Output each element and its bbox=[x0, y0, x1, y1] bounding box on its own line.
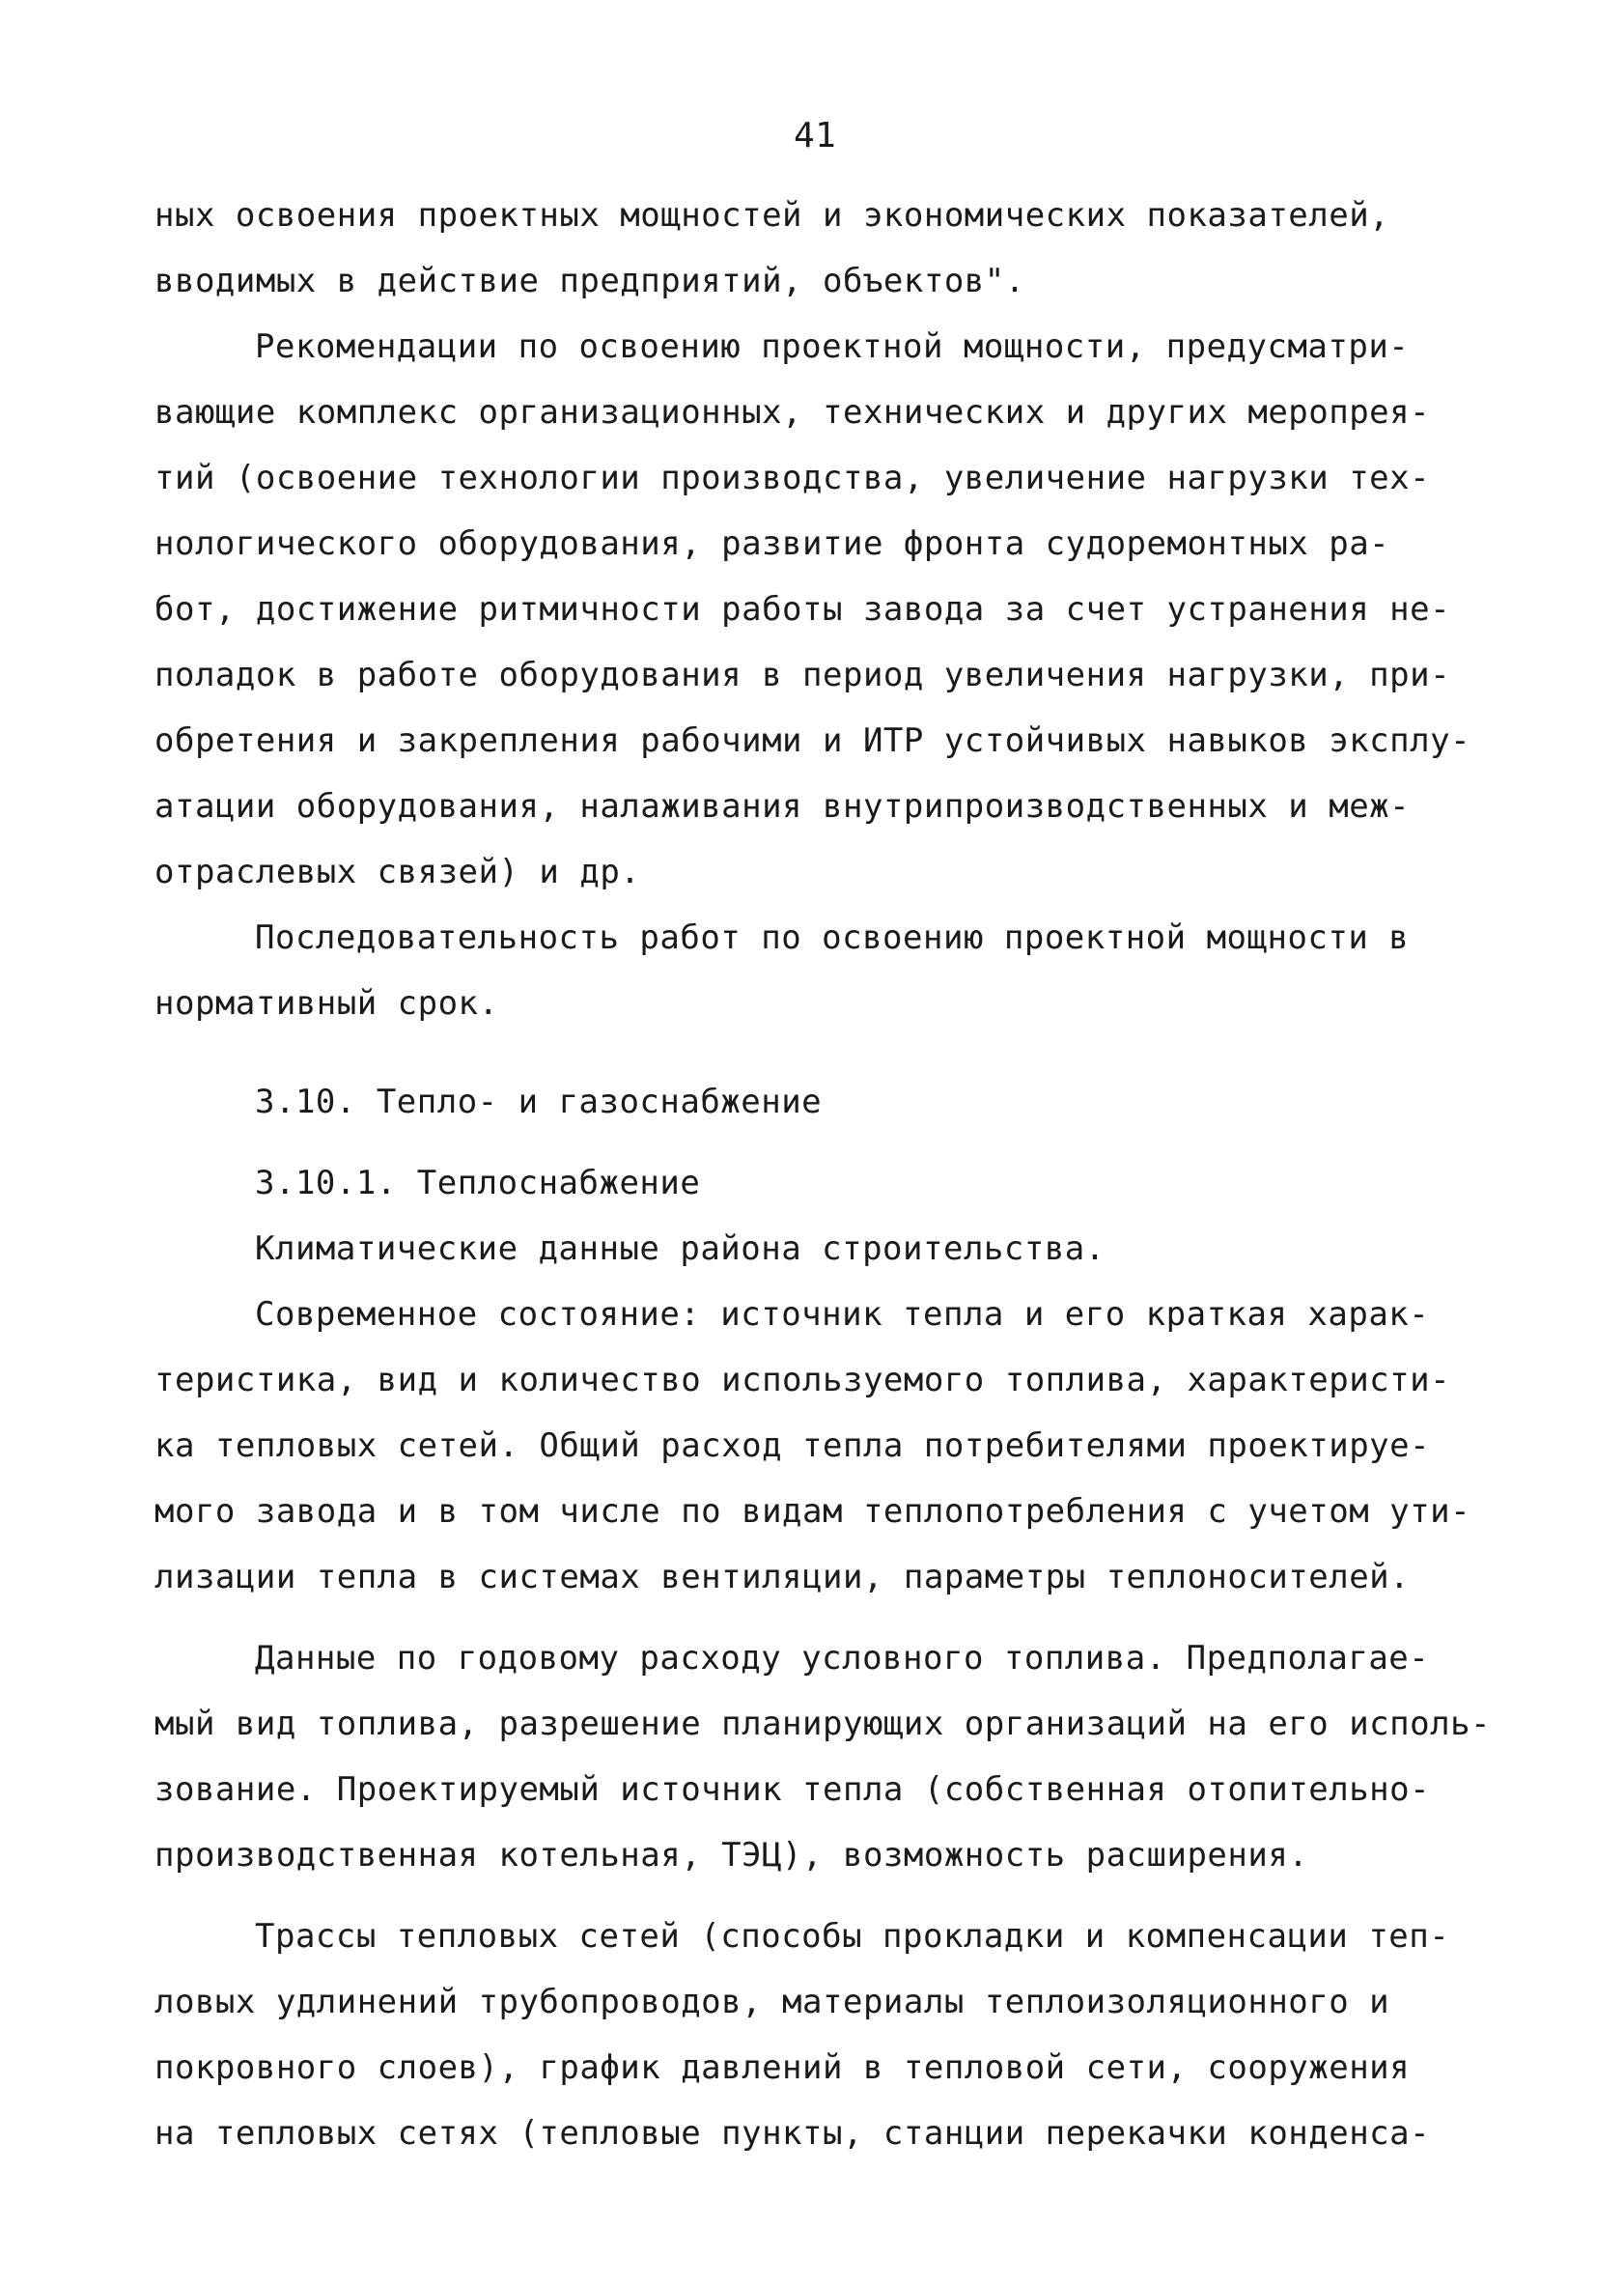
text-line: отраслевых связей) и др. bbox=[154, 853, 641, 891]
text-line: зование. Проектируемый источник тепла (собственная отопительно- bbox=[154, 1770, 1431, 1809]
text-line: производственная котельная, ТЭЦ), возможность расширения. bbox=[154, 1836, 1309, 1875]
page-number: 41 bbox=[794, 116, 837, 155]
paragraph-first-line: Современное состояние: источник тепла и его краткая харак- bbox=[255, 1295, 1430, 1334]
text-line: ка тепловых сетей. Общий расход тепла потребителями проектируе- bbox=[154, 1426, 1431, 1465]
paragraph-first-line: Данные по годовому расходу условного топлива. Предполагае- bbox=[255, 1639, 1430, 1678]
text-line: ных освоения проектных мощностей и экономических показателей, bbox=[154, 196, 1390, 235]
text-line: теристика, вид и количество используемого топлива, характеристи- bbox=[154, 1361, 1451, 1399]
text-line: поладок в работе оборудования в период увеличения нагрузки, при- bbox=[154, 656, 1451, 694]
text-line: нормативный срок. bbox=[154, 984, 499, 1023]
paragraph-first-line: Рекомендации по освоению проектной мощности, предусматри- bbox=[255, 327, 1410, 366]
text-line: вающие комплекс организационных, технических и других меропрея- bbox=[154, 393, 1431, 432]
text-line: нологического оборудования, развитие фронта судоремонтных ра- bbox=[154, 524, 1390, 563]
text-line: на тепловых сетях (тепловые пункты, станции перекачки конденса- bbox=[154, 2114, 1431, 2153]
subsection-heading: 3.10.1. Теплоснабжение bbox=[255, 1164, 701, 1202]
text-line: мый вид топлива, разрешение планирующих организаций на его исполь- bbox=[154, 1705, 1492, 1743]
text-line: бот, достижение ритмичности работы завода за счет устранения не- bbox=[154, 590, 1451, 629]
section-heading: 3.10. Тепло- и газоснабжение bbox=[255, 1083, 823, 1121]
text-line: покровного слоев), график давлений в тепловой сети, сооружения bbox=[154, 2048, 1411, 2087]
paragraph-first-line: Климатические данные района строительства. bbox=[255, 1229, 1106, 1268]
paragraph-first-line: Последовательность работ по освоению проектной мощности в bbox=[255, 918, 1410, 957]
text-line: ловых удлинений трубопроводов, материалы теплоизоляционного и bbox=[154, 1983, 1390, 2021]
paragraph-first-line: Трассы тепловых сетей (способы прокладки и компенсации теп- bbox=[255, 1917, 1450, 1956]
text-line: вводимых в действие предприятий, объектов". bbox=[154, 262, 1025, 300]
text-line: атации оборудования, налаживания внутрипроизводственных и меж- bbox=[154, 787, 1411, 826]
text-line: тий (освоение технологии производства, увеличение нагрузки тех- bbox=[154, 459, 1431, 497]
text-line: мого завода и в том числе по видам теплопотребления с учетом ути- bbox=[154, 1492, 1471, 1531]
text-line: обретения и закрепления рабочими и ИТР устойчивых навыков эксплу- bbox=[154, 721, 1471, 760]
text-line: лизации тепла в системах вентиляции, параметры теплоносителей. bbox=[154, 1558, 1411, 1596]
